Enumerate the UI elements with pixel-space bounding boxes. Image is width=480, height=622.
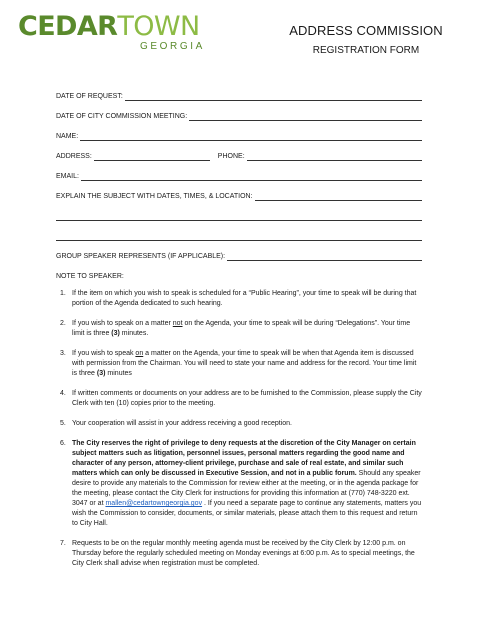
- email-field[interactable]: [81, 174, 422, 181]
- note-item-2: [56, 319, 422, 339]
- email-label: EMAIL:: [56, 173, 79, 180]
- note-item-5: [56, 419, 422, 429]
- note-to-speaker-label: NOTE TO SPEAKER:: [56, 273, 124, 280]
- group-label: GROUP SPEAKER REPRESENTS (IF APPLICABLE):: [56, 253, 226, 260]
- date-of-request-field[interactable]: [125, 94, 422, 101]
- date-of-request-label: DATE OF REQUEST:: [56, 93, 123, 100]
- form-subtitle: REGISTRATION FORM: [312, 45, 420, 56]
- cedartown-logo: [18, 12, 218, 58]
- group-field[interactable]: [227, 254, 422, 261]
- logo-subtitle: GEORGIA: [140, 41, 205, 52]
- explain-label: EXPLAIN THE SUBJECT WITH DATES, TIMES, & LOCATION:: [56, 193, 253, 200]
- phone-label: PHONE:: [217, 153, 245, 160]
- logo-text-cedar: CEDAR: [18, 11, 118, 42]
- note-item-4: [56, 389, 422, 409]
- form-title: ADDRESS COMMISSION: [289, 23, 443, 38]
- address-phone-row: [56, 152, 422, 161]
- group-row: [56, 252, 422, 261]
- meeting-date-label: DATE OF CITY COMMISSION MEETING:: [56, 113, 188, 120]
- meeting-date-row: [56, 112, 422, 121]
- form-header: [266, 22, 466, 57]
- name-field[interactable]: [80, 134, 422, 141]
- meeting-date-field[interactable]: [189, 114, 422, 121]
- phone-field[interactable]: [247, 154, 422, 161]
- note-item-7: [56, 539, 422, 569]
- explain-field[interactable]: [255, 194, 422, 201]
- note-item-6: [56, 439, 422, 529]
- emphasis-not: not: [172, 320, 183, 327]
- emphasis-on: on: [135, 350, 144, 357]
- note-number: 2.: [60, 320, 66, 327]
- name-row: [56, 132, 422, 141]
- note-number: 6.: [60, 440, 66, 447]
- note-number: 4.: [60, 390, 66, 397]
- date-of-request-row: [56, 92, 422, 101]
- note-text: Requests to be on the regular monthly meeting agenda must be received by the City Clerk by 12:00 p.m. on Thursday before the regularly scheduled meeting on Monday evenings at 6:00 p.m. As to special meetings, the City Clerk shall advise when registration must be completed.: [72, 540, 415, 567]
- note-text: If you wish to speak on a matter on the Agenda, your time to speak will be when that Agenda item is discussed with permission from the Chairman. You will need to state your name and address for the record. Your time limit is three (3) minutes: [72, 350, 417, 377]
- note-text: If written comments or documents on your address are to be furnished to the Commission, please supply the City Clerk with ten (10) copies prior to the meeting.: [72, 390, 422, 407]
- registration-form: [56, 92, 422, 579]
- note-item-3: [56, 349, 422, 379]
- address-label: ADDRESS:: [56, 153, 92, 160]
- explain-continuation-line-1[interactable]: [56, 212, 422, 221]
- note-number: 1.: [60, 290, 66, 297]
- name-label: NAME:: [56, 133, 79, 140]
- note-number: 5.: [60, 420, 66, 427]
- note-text: Your cooperation will assist in your address receiving a good reception.: [72, 420, 292, 427]
- note-number: 3.: [60, 350, 66, 357]
- note-item-1: [56, 289, 422, 309]
- logo-wordmark: [18, 12, 218, 42]
- clerk-email-link[interactable]: mallen@cedartowngeorgia.gov: [105, 500, 203, 507]
- address-field[interactable]: [94, 154, 210, 161]
- note-text: The City reserves the right of privilege to deny requests at the discretion of the City Manager on certain subject matters such as litigation, personnel issues, personal matters regarding the good name and character of any person, attorney-client privilege, purchase and sale of real estate, and similar such matters which can only be discussed in Executive Session, and not in a public forum. Should any speaker desire to provide any materials to the Commission for review either at the meeting, or in the agenda package for the meeting, please contact the City Clerk for instructions for providing this information at (770) 748-3220 ext. 3047 or at mallen@cedartowngeorgia.gov . If you need a separate page to continue any statements, matters you wish the Commission to consider, documents, or similar materials, please attach them to this request and return to City Hall.: [72, 440, 422, 527]
- explain-continuation-line-2[interactable]: [56, 232, 422, 241]
- explain-row: [56, 192, 422, 201]
- note-text: If the item on which you wish to speak is scheduled for a “Public Hearing”, your time to speak will be during that portion of the Agenda dedicated to such hearing.: [72, 290, 417, 307]
- logo-text-town: TOWN: [117, 11, 200, 42]
- notes-list: [56, 289, 422, 569]
- note-number: 7.: [60, 540, 66, 547]
- note-text: If you wish to speak on a matter not on the Agenda, your time to speak will be during “Delegations”. Your time limit is three (3) minutes.: [72, 320, 411, 337]
- email-row: [56, 172, 422, 181]
